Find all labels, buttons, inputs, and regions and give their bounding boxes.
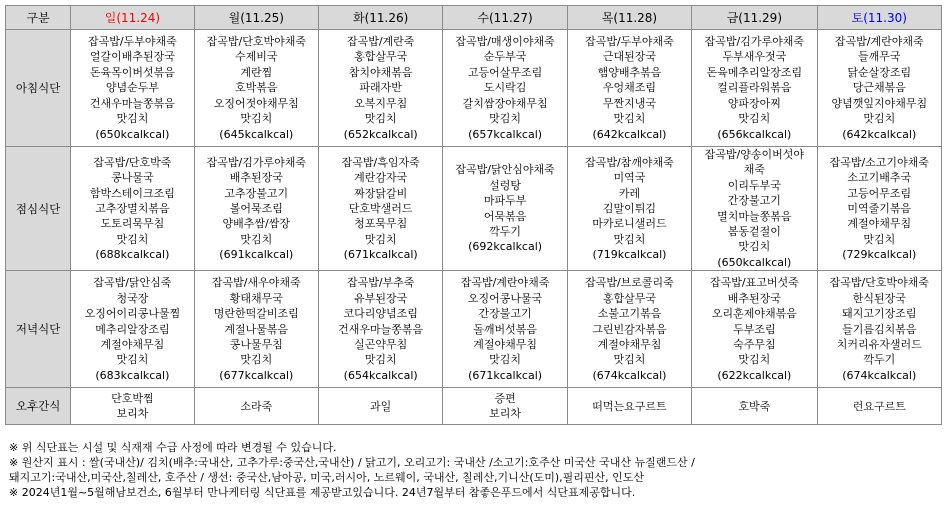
menu-item: 잡곡밥/닭안심죽 (93, 276, 172, 290)
menu-item: 배추된장국 (727, 291, 781, 305)
menu-item: 보리차 (489, 407, 522, 421)
menu-item: 단호박샐러드 (348, 201, 413, 215)
menu-item: (674kcalkcal) (592, 368, 667, 382)
menu-cell (194, 271, 318, 388)
menu-item: 단호박찜 (111, 391, 154, 405)
menu-item: 오리훈제야채볶음 (711, 307, 797, 321)
menu-cell (443, 388, 567, 425)
menu-item: 설렁탕 (489, 178, 522, 192)
menu-item: 고추장불고기 (224, 186, 289, 200)
menu-item: 참치야채볶음 (348, 65, 413, 79)
menu-cell (692, 147, 817, 271)
menu-item: 파래자반 (359, 81, 402, 95)
menu-cell (567, 388, 691, 425)
menu-item: 런요구르트 (852, 399, 906, 413)
menu-item: 고추장멸치볶음 (95, 201, 170, 215)
menu-item: 코다리양념조림 (343, 307, 418, 321)
menu-item: 햄양배추볶음 (597, 65, 662, 79)
menu-item: 돼지고기장조림 (842, 307, 917, 321)
day-header-sat: 토(11.30) (817, 6, 941, 30)
menu-item: 소라죽 (240, 399, 273, 413)
menu-cell (817, 30, 941, 147)
menu-item: 잡곡밥/단호박죽 (93, 155, 172, 169)
menu-item: 깍두기 (863, 353, 896, 367)
menu-cell (567, 271, 691, 388)
menu-item: 맛김치 (364, 353, 397, 367)
breakfast-row (6, 30, 942, 147)
menu-item: 청포묵무침 (354, 217, 408, 231)
menu-item: 두부새우젓국 (722, 50, 787, 64)
menu-item: 마카로니샐러드 (592, 217, 667, 231)
menu-item: 김말이튀김 (602, 201, 657, 215)
menu-item: 맛김치 (240, 353, 273, 367)
note-line: 돼지고기:국내산,미국산,칠레산, 호주산 / 생선: 중국산,남아공, 미국,러시아, 노르웨이, 국내산, 칠레산,기니산(도미),필리핀산, 인도산 (9, 471, 645, 484)
menu-item: 무짠지냉국 (602, 96, 657, 110)
menu-item: 맛김치 (613, 232, 646, 246)
menu-item: 과일 (370, 399, 392, 413)
menu-item: 맛김치 (240, 112, 273, 126)
menu-item: 계절야채무침 (597, 337, 662, 351)
menu-item: 미역줄기볶음 (847, 201, 912, 215)
menu-cell (71, 271, 194, 388)
menu-item: 양념깻잎지야채무침 (831, 96, 928, 110)
menu-item: 당근채볶음 (852, 81, 906, 95)
menu-item: (671kcalkcal) (468, 368, 543, 382)
menu-item: 명란한떡갈비조림 (213, 307, 299, 321)
menu-item: (657kcalkcal) (468, 127, 543, 141)
menu-cell (443, 271, 567, 388)
menu-item: (650kcalkcal) (717, 255, 792, 269)
dinner-row (6, 271, 942, 388)
menu-item: 계절야채무침 (473, 337, 537, 351)
menu-item: 잡곡밥/참깨야채죽 (585, 155, 674, 169)
note-line: ※ 위 식단표는 시설 및 식재재 수급 사정에 따라 변경될 수 있습니다. (9, 441, 337, 454)
menu-item: 깍두기 (489, 225, 522, 239)
menu-item: 돈육메추리알장조림 (706, 65, 803, 79)
menu-cell (567, 147, 691, 271)
menu-item: 소고기배추국 (847, 171, 912, 185)
menu-item: 근대된장국 (602, 50, 657, 64)
menu-item: 양파장아찌 (727, 96, 781, 110)
menu-item: (671kcalkcal) (343, 248, 418, 262)
menu-item: 마파두부 (483, 194, 527, 208)
menu-item: 짜장닭갈비 (354, 186, 408, 200)
menu-item: 도시락김 (483, 81, 527, 95)
menu-item: (729kcalkcal) (842, 248, 917, 262)
menu-cell (71, 30, 194, 147)
menu-cell (318, 147, 442, 271)
menu-item: 맛김치 (240, 232, 273, 246)
menu-item: 얼갈이배추된장국 (89, 50, 175, 64)
menu-item: 맛김치 (116, 112, 149, 126)
header-label: 구분 (6, 6, 71, 30)
menu-item: 어묵볶음 (483, 209, 527, 223)
menu-item: 계란찜 (240, 65, 273, 79)
menu-cell (318, 388, 442, 425)
menu-item: 오징어콩나물국 (467, 291, 543, 305)
menu-item: 호박죽 (738, 399, 771, 413)
menu-item: 오복지무침 (354, 96, 408, 110)
menu-item: 소불고기볶음 (597, 307, 662, 321)
day-header-thu: 목(11.28) (567, 6, 691, 30)
menu-item: 수제비국 (235, 50, 278, 64)
menu-item: 우엉채조림 (602, 81, 657, 95)
menu-item: 건새우마늘쫑볶음 (338, 322, 424, 336)
menu-cell (71, 388, 194, 425)
menu-item: 맛김치 (738, 353, 771, 367)
day-header-fri: 금(11.29) (692, 6, 817, 30)
menu-item: 양배추쌈/쌈장 (222, 217, 291, 231)
menu-item: 잡곡밥/김가루야채죽 (206, 155, 306, 169)
note-line: ※ 원산지 표시 : 쌀(국내산)/ 김치(배추:국내산, 고추가루:중국산,국내산) / 닭고기, 오리고기: 국내산 /소고기:호주산 미국산 국내산 뉴질랜드산 / (9, 456, 695, 469)
menu-item: 잡곡밥/표고버섯죽 (709, 276, 799, 290)
menu-item: 맛김치 (116, 232, 149, 246)
menu-item: 잡곡밥/계란죽 (346, 35, 415, 49)
header-row (6, 6, 942, 30)
menu-item: 잡곡밥/김가루야채죽 (704, 35, 805, 49)
menu-item: 호박볶음 (235, 81, 278, 95)
menu-item: 홍합살무국 (354, 50, 408, 64)
menu-item: 미역국 (613, 171, 646, 185)
menu-cell (318, 30, 442, 147)
menu-item: 건새우마늘쫑볶음 (89, 96, 175, 110)
menu-item: 잡곡밥/소고기야채죽 (829, 155, 929, 169)
snack-row (6, 388, 942, 425)
menu-item: 잡곡밥/브로콜리죽 (585, 276, 674, 290)
menu-item: 떠먹는요구르트 (592, 399, 667, 413)
menu-item: 계란감자국 (354, 171, 408, 185)
menu-item: 멸치마늘쫑볶음 (717, 209, 792, 223)
menu-item: 잡곡밥/두부야채죽 (88, 35, 177, 49)
menu-item: 들기름김치볶음 (842, 322, 917, 336)
menu-item: 맛김치 (863, 112, 896, 126)
menu-item: 맛김치 (738, 112, 771, 126)
menu-item: 잡곡밥/흑임자죽 (341, 155, 420, 169)
menu-item: 계절야채무침 (847, 217, 912, 231)
menu-item: (677kcalkcal) (219, 368, 294, 382)
day-header-wed: 수(11.27) (443, 6, 567, 30)
menu-item: 계절야채무침 (100, 337, 165, 351)
menu-item: (656kcalkcal) (717, 127, 792, 141)
menu-item: 배추된장국 (229, 171, 283, 185)
menu-cell (817, 147, 941, 271)
menu-item: (622kcalkcal) (717, 368, 792, 382)
menu-item: (654kcalkcal) (343, 368, 418, 382)
menu-item: 한식된장국 (852, 291, 906, 305)
menu-item: 컬리플라워볶음 (717, 81, 792, 95)
menu-item: 이리두부국 (727, 178, 781, 192)
menu-item: 오징어젓야채무침 (213, 96, 299, 110)
menu-cell (567, 30, 691, 147)
lunch-row (6, 147, 942, 271)
menu-item: 숙주무침 (733, 337, 776, 351)
menu-item: 잡곡밥/단호박야채죽 (829, 276, 929, 290)
menu-item: 고등어살무조림 (467, 65, 543, 79)
menu-cell (71, 147, 194, 271)
menu-item: 홍합살무국 (602, 291, 657, 305)
menu-item: 잡곡밥/두부야채죽 (585, 35, 674, 49)
menu-cell (194, 30, 318, 147)
menu-item: (688kcalkcal) (95, 248, 170, 262)
menu-item: 계절나물볶음 (224, 322, 289, 336)
menu-item: (642kcalkcal) (842, 127, 917, 141)
menu-item: 맛김치 (738, 240, 771, 254)
menu-cell (692, 30, 817, 147)
menu-item: 봄동겉절이 (727, 225, 781, 239)
menu-item: 맛김치 (364, 112, 397, 126)
day-header-tue: 화(11.26) (318, 6, 442, 30)
menu-item: (674kcalkcal) (842, 368, 917, 382)
menu-item: 맛김치 (489, 353, 522, 367)
menu-cell (817, 271, 941, 388)
menu-item: 간장불고기 (727, 194, 781, 208)
menu-item: 돈육목이버섯볶음 (89, 65, 175, 79)
menu-item: 청국장 (116, 291, 149, 305)
menu-item: 황태채무국 (229, 291, 283, 305)
notes-section (9, 440, 939, 500)
menu-cell (443, 147, 567, 271)
menu-item: 두부조림 (733, 322, 776, 336)
menu-item: 맛김치 (489, 112, 522, 126)
menu-item: 증편 (494, 391, 516, 405)
menu-item: 잡곡밥/계란야채죽 (460, 276, 550, 290)
menu-item: 잡곡밥/계란야채죽 (834, 35, 924, 49)
meal-label-dinner: 저녁식단 (6, 271, 71, 388)
menu-item: (642kcalkcal) (592, 127, 667, 141)
menu-item: 치커리유자샐러드 (836, 337, 922, 351)
menu-item: 카레 (618, 186, 641, 200)
menu-item: 콩나물무침 (229, 337, 283, 351)
menu-item: (692kcalkcal) (468, 240, 543, 254)
menu-item: 닭순살장조림 (847, 65, 912, 79)
menu-cell (817, 388, 941, 425)
menu-item: 간장불고기 (478, 307, 532, 321)
note-line: ※ 2024년1월~5월해남보건소, 6월부터 만나케터링 식단표를 제공받고있습니다. 24년7월부터 참좋은푸드에서 식단표제공합니다. (9, 486, 636, 499)
menu-item: 갈치쌈장야채무침 (462, 96, 548, 110)
menu-item: 잡곡밥/닭안심야채죽 (455, 163, 555, 177)
menu-item: 양념순두부 (105, 81, 159, 95)
menu-item: 들깨무국 (858, 50, 901, 64)
menu-item: (719kcalkcal) (592, 248, 667, 262)
menu-cell (692, 271, 817, 388)
menu-item: 맛김치 (613, 353, 646, 367)
menu-item: 돌깨버섯볶음 (473, 322, 537, 336)
menu-item: 잡곡밥/매생이야채죽 (455, 35, 555, 49)
menu-item: 잡곡밥/양송이버섯야 (704, 148, 805, 161)
menu-item: 유부된장국 (354, 291, 408, 305)
menu-item: (650kcalkcal) (95, 127, 170, 141)
menu-cell (194, 147, 318, 271)
menu-item: 잡곡밥/부추죽 (346, 276, 415, 290)
menu-cell (318, 271, 442, 388)
menu-item: 볼어묵조림 (229, 201, 283, 215)
menu-item: 콩나물국 (111, 171, 154, 185)
day-header-mon: 월(11.25) (194, 6, 318, 30)
menu-item: 도토리묵무침 (100, 217, 165, 231)
menu-item: 맛김치 (613, 112, 646, 126)
menu-item: 맛김치 (364, 232, 397, 246)
menu-item: (645kcalkcal) (219, 127, 294, 141)
menu-item: 보리차 (116, 407, 149, 421)
meal-plan-table (5, 5, 942, 425)
meal-label-snack: 오후간식 (6, 388, 71, 425)
menu-item: (652kcalkcal) (343, 127, 418, 141)
menu-item: (691kcalkcal) (219, 248, 294, 262)
menu-item: 고등어무조림 (847, 186, 912, 200)
menu-cell (443, 30, 567, 147)
menu-cell (194, 388, 318, 425)
menu-item: 오징어이리콩나물찜 (84, 307, 181, 321)
menu-item: 채죽 (743, 163, 765, 177)
menu-cell (692, 388, 817, 425)
meal-label-breakfast: 아침식단 (6, 30, 71, 147)
menu-item: 맛김치 (116, 353, 149, 367)
menu-item: 순두부국 (483, 50, 527, 64)
menu-item: 실곤약무침 (354, 337, 408, 351)
menu-item: 맛김치 (863, 232, 896, 246)
menu-item: 잡곡밥/단호박야채죽 (206, 35, 306, 49)
menu-item: 메추리알장조림 (95, 322, 170, 336)
menu-item: 함박스테이크조림 (89, 186, 175, 200)
meal-label-lunch: 점심식단 (6, 147, 71, 271)
menu-item: 잡곡밥/새우야채죽 (211, 276, 301, 290)
menu-item: 그린빈감자볶음 (592, 322, 667, 336)
menu-item: (683kcalkcal) (95, 368, 170, 382)
day-header-sun: 일(11.24) (71, 6, 194, 30)
